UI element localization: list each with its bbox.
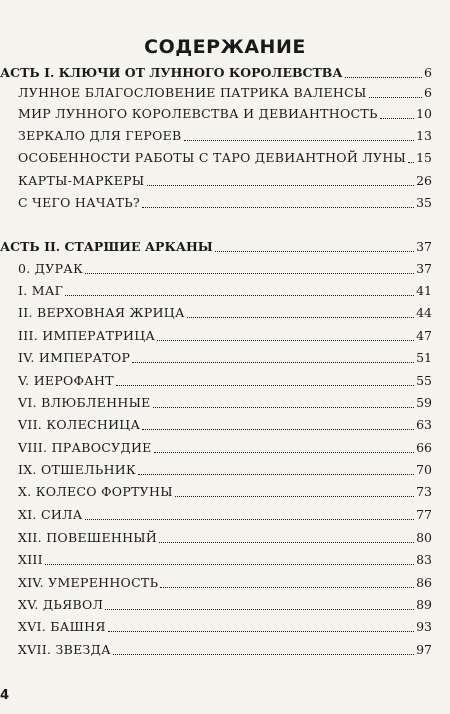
toc-entry-title: АСТЬ I. КЛЮЧИ ОТ ЛУННОГО КОРОЛЕВСТВА	[0, 65, 343, 80]
toc-entry	[18, 258, 432, 278]
toc-entry-page: 93	[416, 619, 432, 634]
toc-entry	[18, 370, 432, 390]
dot-leader	[142, 206, 414, 208]
dot-leader	[142, 428, 414, 430]
toc-entry	[18, 437, 432, 457]
toc-entry-title: ЛУННОЕ БЛАГОСЛОВЕНИЕ ПАТРИКА ВАЛЕНСЫ	[18, 85, 367, 100]
toc-entry	[18, 459, 432, 479]
toc-entry-title: IV. ИМПЕРАТОР	[18, 350, 131, 365]
dot-leader	[345, 76, 422, 78]
dot-leader	[108, 630, 414, 632]
dot-leader	[369, 96, 422, 98]
toc-entry-page: 37	[416, 239, 432, 254]
toc-entry-page: 70	[416, 462, 432, 477]
toc-entry	[18, 82, 432, 102]
toc-entry-page: 55	[416, 373, 432, 388]
toc-entry-page: 41	[416, 283, 432, 298]
toc-entry-page: 10	[416, 106, 432, 121]
toc-entry-page: 86	[416, 575, 432, 590]
toc-entry-page: 15	[416, 150, 432, 165]
dot-leader	[45, 563, 414, 565]
toc-entry-page: 63	[416, 417, 432, 432]
toc-entry-title: МИР ЛУННОГО КОРОЛЕВСТВА И ДЕВИАНТНОСТЬ	[18, 106, 378, 121]
dot-leader	[132, 361, 414, 363]
toc-entry	[18, 481, 432, 501]
toc-entry	[18, 594, 432, 614]
page-title: СОДЕРЖАНИЕ	[144, 36, 306, 58]
dot-leader	[147, 184, 415, 186]
toc-entry-title: С ЧЕГО НАЧАТЬ?	[18, 195, 140, 210]
toc-entry	[18, 414, 432, 434]
toc-entry	[18, 347, 432, 367]
dot-leader	[175, 495, 414, 497]
dot-leader	[160, 586, 414, 588]
toc-entry-page: 37	[416, 261, 432, 276]
dot-leader	[159, 541, 414, 543]
toc-entry-title: XIV. УМЕРЕННОСТЬ	[18, 575, 159, 590]
toc-entry-page: 6	[424, 65, 432, 80]
toc-entry-title: X. КОЛЕСО ФОРТУНЫ	[18, 484, 173, 499]
dot-leader	[113, 653, 414, 655]
toc-entry	[18, 639, 432, 659]
toc-entry	[18, 527, 432, 547]
toc-entry-page: 83	[416, 552, 432, 567]
toc-entry-page: 51	[416, 350, 432, 365]
toc-entry-page: 89	[416, 597, 432, 612]
toc-entry-page: 66	[416, 440, 432, 455]
dot-leader	[408, 161, 414, 163]
toc-entry-title: ОСОБЕННОСТИ РАБОТЫ С ТАРО ДЕВИАНТНОЙ ЛУНЫ	[18, 150, 407, 165]
dot-leader	[153, 406, 414, 408]
toc-entry-title: II. ВЕРХОВНАЯ ЖРИЦА	[18, 305, 185, 320]
toc-entry-page: 44	[416, 305, 432, 320]
toc-entry	[18, 572, 432, 592]
dot-leader	[187, 316, 414, 318]
toc-entry-title: XVI. БАШНЯ	[18, 619, 106, 634]
toc-part-heading	[0, 236, 432, 256]
dot-leader	[380, 117, 414, 119]
toc-entry-page: 59	[416, 395, 432, 410]
toc-entry-title: IX. ОТШЕЛЬНИК	[18, 462, 136, 477]
dot-leader	[116, 384, 414, 386]
toc-entry-page: 26	[416, 173, 432, 188]
toc-entry-title: XV. ДЬЯВОЛ	[18, 597, 104, 612]
toc-entry-page: 13	[416, 128, 432, 143]
toc-entry	[18, 192, 432, 212]
toc-entry	[18, 392, 432, 412]
toc-entry	[18, 103, 432, 123]
dot-leader	[85, 518, 415, 520]
toc-entry-title: XII. ПОВЕШЕННЫЙ	[18, 530, 158, 545]
dot-leader	[105, 608, 414, 610]
dot-leader	[154, 451, 415, 453]
toc-entry-title: I. МАГ	[18, 283, 64, 298]
toc-entry	[18, 170, 432, 190]
toc-entry-title: 0. ДУРАК	[18, 261, 84, 276]
toc-entry-title: КАРТЫ-МАРКЕРЫ	[18, 173, 145, 188]
dot-leader	[157, 339, 414, 341]
toc-entry-page: 6	[424, 85, 432, 100]
dot-leader	[138, 473, 414, 475]
dot-leader	[184, 139, 415, 141]
toc-part-heading	[0, 62, 432, 82]
toc-entry	[18, 147, 432, 167]
toc-entry-title: III. ИМПЕРАТРИЦА	[18, 328, 156, 343]
dot-leader	[65, 294, 414, 296]
toc-entry	[18, 125, 432, 145]
dot-leader	[215, 250, 414, 252]
toc-entry-title: АСТЬ II. СТАРШИЕ АРКАНЫ	[0, 239, 213, 254]
toc-entry	[18, 549, 432, 569]
toc-entry-page: 47	[416, 328, 432, 343]
toc-entry-page: 35	[416, 195, 432, 210]
toc-entry-page: 80	[416, 530, 432, 545]
toc-entry-title: XVII. ЗВЕЗДА	[18, 642, 111, 657]
toc-entry	[18, 325, 432, 345]
toc-entry-title: XI. СИЛА	[18, 507, 83, 522]
toc-entry-title: V. ИЕРОФАНТ	[18, 373, 114, 388]
toc-entry-title: VII. КОЛЕСНИЦА	[18, 417, 141, 432]
toc-entry	[18, 280, 432, 300]
toc-entry-title: ЗЕРКАЛО ДЛЯ ГЕРОЕВ	[18, 128, 182, 143]
toc-entry-page: 77	[416, 507, 432, 522]
toc-entry	[18, 302, 432, 322]
toc-entry-title: XIII	[18, 552, 43, 567]
toc-entry-title: VIII. ПРАВОСУДИЕ	[18, 440, 152, 455]
toc-entry-page: 73	[416, 484, 432, 499]
toc-entry-title: VI. ВЛЮБЛЕННЫЕ	[18, 395, 151, 410]
page-number: 4	[0, 688, 10, 703]
toc-entry	[18, 504, 432, 524]
dot-leader	[85, 272, 414, 274]
toc-entry	[18, 616, 432, 636]
toc-entry-page: 97	[416, 642, 432, 657]
